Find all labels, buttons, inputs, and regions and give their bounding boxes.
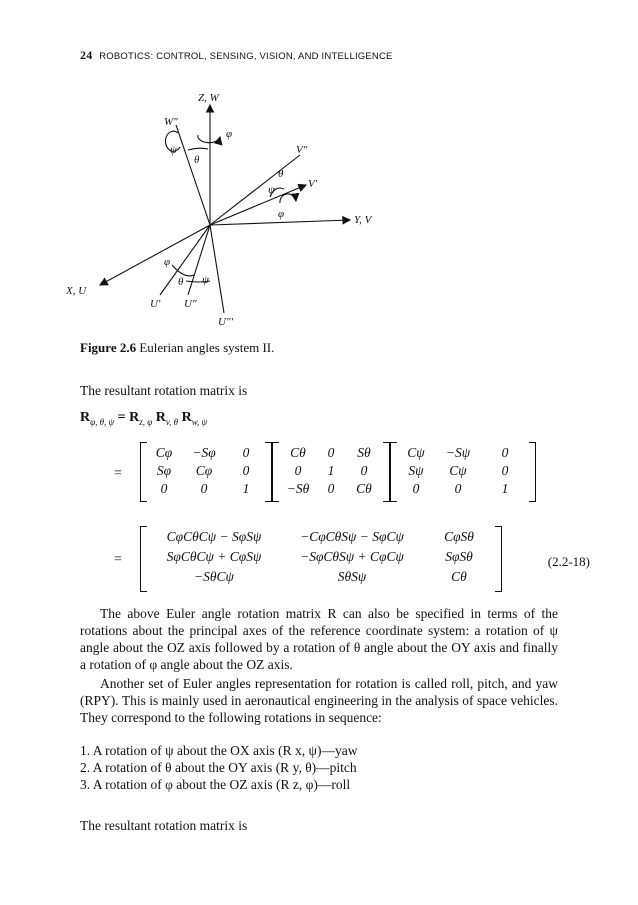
fig-phi-top: φ [226, 128, 233, 140]
rotation-list [80, 742, 358, 793]
matrix-rz-phi-right-bracket [265, 442, 272, 502]
matrix-rv-theta-cell: 1 [327, 463, 335, 478]
matrix-rz-phi-cell: 0 [160, 481, 168, 496]
matrix-rv-theta-cell: Cθ [356, 481, 372, 496]
matrix-rw-psi-cell: 1 [501, 481, 509, 496]
fig-label-u2: U" [184, 298, 197, 310]
matrix-result-cell: −CφCθSψ − SφCψ [300, 529, 404, 544]
matrix-rv-theta-cell: 0 [294, 463, 302, 478]
matrix-rv-theta [272, 442, 390, 502]
matrix-rw-psi-cell: Cψ [407, 445, 425, 460]
equals-sign-1: = [114, 466, 122, 481]
matrix-rz-phi-cell: Sφ [156, 463, 172, 478]
matrix-result-cell: −SφCθSψ + CφCψ [300, 549, 404, 564]
fig-label-w2: W" [164, 116, 178, 128]
equation-number: (2.2-18) [547, 554, 590, 569]
list-item: 2. A rotation of θ about the OY axis (R y, θ)—pitch [80, 760, 357, 775]
matrix-rz-phi-cell: 1 [242, 481, 250, 496]
matrix-rv-theta-cell: Sθ [357, 445, 371, 460]
matrix-rz-phi-cell: 0 [242, 445, 250, 460]
running-title: ROBOTICS: CONTROL, SENSING, VISION, AND INTELLIGENCE [99, 51, 393, 62]
matrix-result-cell: CφSθ [444, 529, 474, 544]
euler-angles-figure [60, 85, 400, 330]
matrix-rv-theta-cell: 0 [327, 481, 335, 496]
w2-axis [176, 125, 210, 225]
matrix-rw-psi [390, 442, 536, 502]
matrix-rw-psi-right-bracket [529, 442, 536, 502]
matrix-rw-psi-cell: Cψ [449, 463, 467, 478]
fig-label-y: Y, V [354, 214, 372, 226]
paragraph-2 [80, 675, 558, 726]
matrix-rz-phi [140, 442, 272, 502]
matrix-rw-psi-cell: −Sψ [445, 445, 471, 460]
fig-label-v1: V' [308, 178, 318, 190]
matrix-rz-phi-cell: Cφ [155, 445, 173, 460]
caption-label: Figure 2.6 [80, 340, 137, 355]
fig-phi-right: φ [278, 208, 285, 220]
page-number: 24 [80, 48, 93, 62]
matrix-rv-theta-cell: 0 [360, 463, 368, 478]
figure-caption [80, 340, 274, 356]
fig-label-v2: V" [296, 144, 308, 156]
matrix-rv-theta-cell: −Sθ [286, 481, 310, 496]
matrix-rv-theta-cell: 0 [327, 445, 335, 460]
matrix-rz-phi-cell: −Sφ [192, 445, 216, 460]
matrix-result-cell: SφCθCψ + CφSψ [166, 549, 262, 564]
v2-axis [210, 155, 300, 225]
matrix-rw-psi-cell: 0 [412, 481, 420, 496]
fig-theta-right: θ [278, 168, 284, 180]
resultant-text-2: The resultant rotation matrix is [80, 818, 248, 833]
fig-label-u3: U"' [218, 316, 233, 328]
fig-phi-bottom: φ [164, 256, 171, 268]
matrix-result-cell: SφSθ [445, 549, 473, 564]
fig-theta-top: θ [194, 154, 200, 166]
matrix-result-cell: SθSψ [337, 569, 367, 584]
fig-psi-right: ψ [268, 184, 275, 196]
v1-axis [210, 185, 306, 225]
matrix-rv-theta-right-bracket [383, 442, 390, 502]
matrix-rw-psi-cell: 0 [454, 481, 462, 496]
matrix-rz-phi-cell: Cφ [195, 463, 213, 478]
caption-text: Eulerian angles system II. [139, 340, 275, 355]
matrix-rz-phi-cell: 0 [200, 481, 208, 496]
paragraph-1 [80, 605, 558, 673]
matrix-rw-psi-cell: 0 [501, 463, 509, 478]
fig-theta-bottom: θ [178, 276, 184, 288]
fig-psi-bottom: ψ [202, 274, 209, 286]
list-item: 1. A rotation of ψ about the OX axis (R x, ψ)—yaw [80, 743, 358, 758]
u3-axis [210, 225, 224, 313]
matrix-result-cell: Cθ [451, 569, 467, 584]
matrix-result [140, 526, 502, 592]
page-header [80, 48, 393, 63]
matrix-rw-psi-cell: 0 [501, 445, 509, 460]
fig-psi-top: ψ [170, 144, 177, 156]
resultant-text-1: The resultant rotation matrix is [80, 383, 248, 398]
matrix-rw-psi-cell: Sψ [408, 463, 424, 478]
y-axis [210, 220, 350, 225]
euler-equation: $R_{\varphi, \theta, \psi} = R_{z, \varphi}$ $R_{v, \theta}$ $R_{w, \psi}$ [80, 410, 208, 427]
list-item: 3. A rotation of φ about the OZ axis (R z, φ)—roll [80, 777, 351, 792]
paragraph-2-text: Another set of Euler angles representation for rotation is called roll, pitch, and yaw (RPY). This is mainly used in aeronautical engineering in the analysis of space vehicles. They correspond to the following rotations in sequence: [80, 676, 558, 725]
matrix-rv-theta-cell: Cθ [290, 445, 306, 460]
matrix-result-right-bracket [495, 526, 502, 592]
fig-label-x: X, U [66, 285, 87, 297]
matrix-result-cell: CφCθCψ − SφSψ [166, 529, 262, 544]
fig-label-u1: U' [150, 298, 161, 310]
paragraph-1-text: The above Euler angle rotation matrix R can also be specified in terms of the rotations about the principal axes of the reference coordinate system: a rotation of ψ angle about the OZ axis followed by a rotation of θ angle about the OY axis and finally a rotation of φ angle about the OZ axis. [80, 606, 558, 672]
equals-sign-2: = [114, 552, 122, 567]
matrix-result-cell: −SθCψ [194, 569, 234, 584]
fig-label-z: Z, W [198, 92, 219, 104]
matrix-rz-phi-cell: 0 [242, 463, 250, 478]
